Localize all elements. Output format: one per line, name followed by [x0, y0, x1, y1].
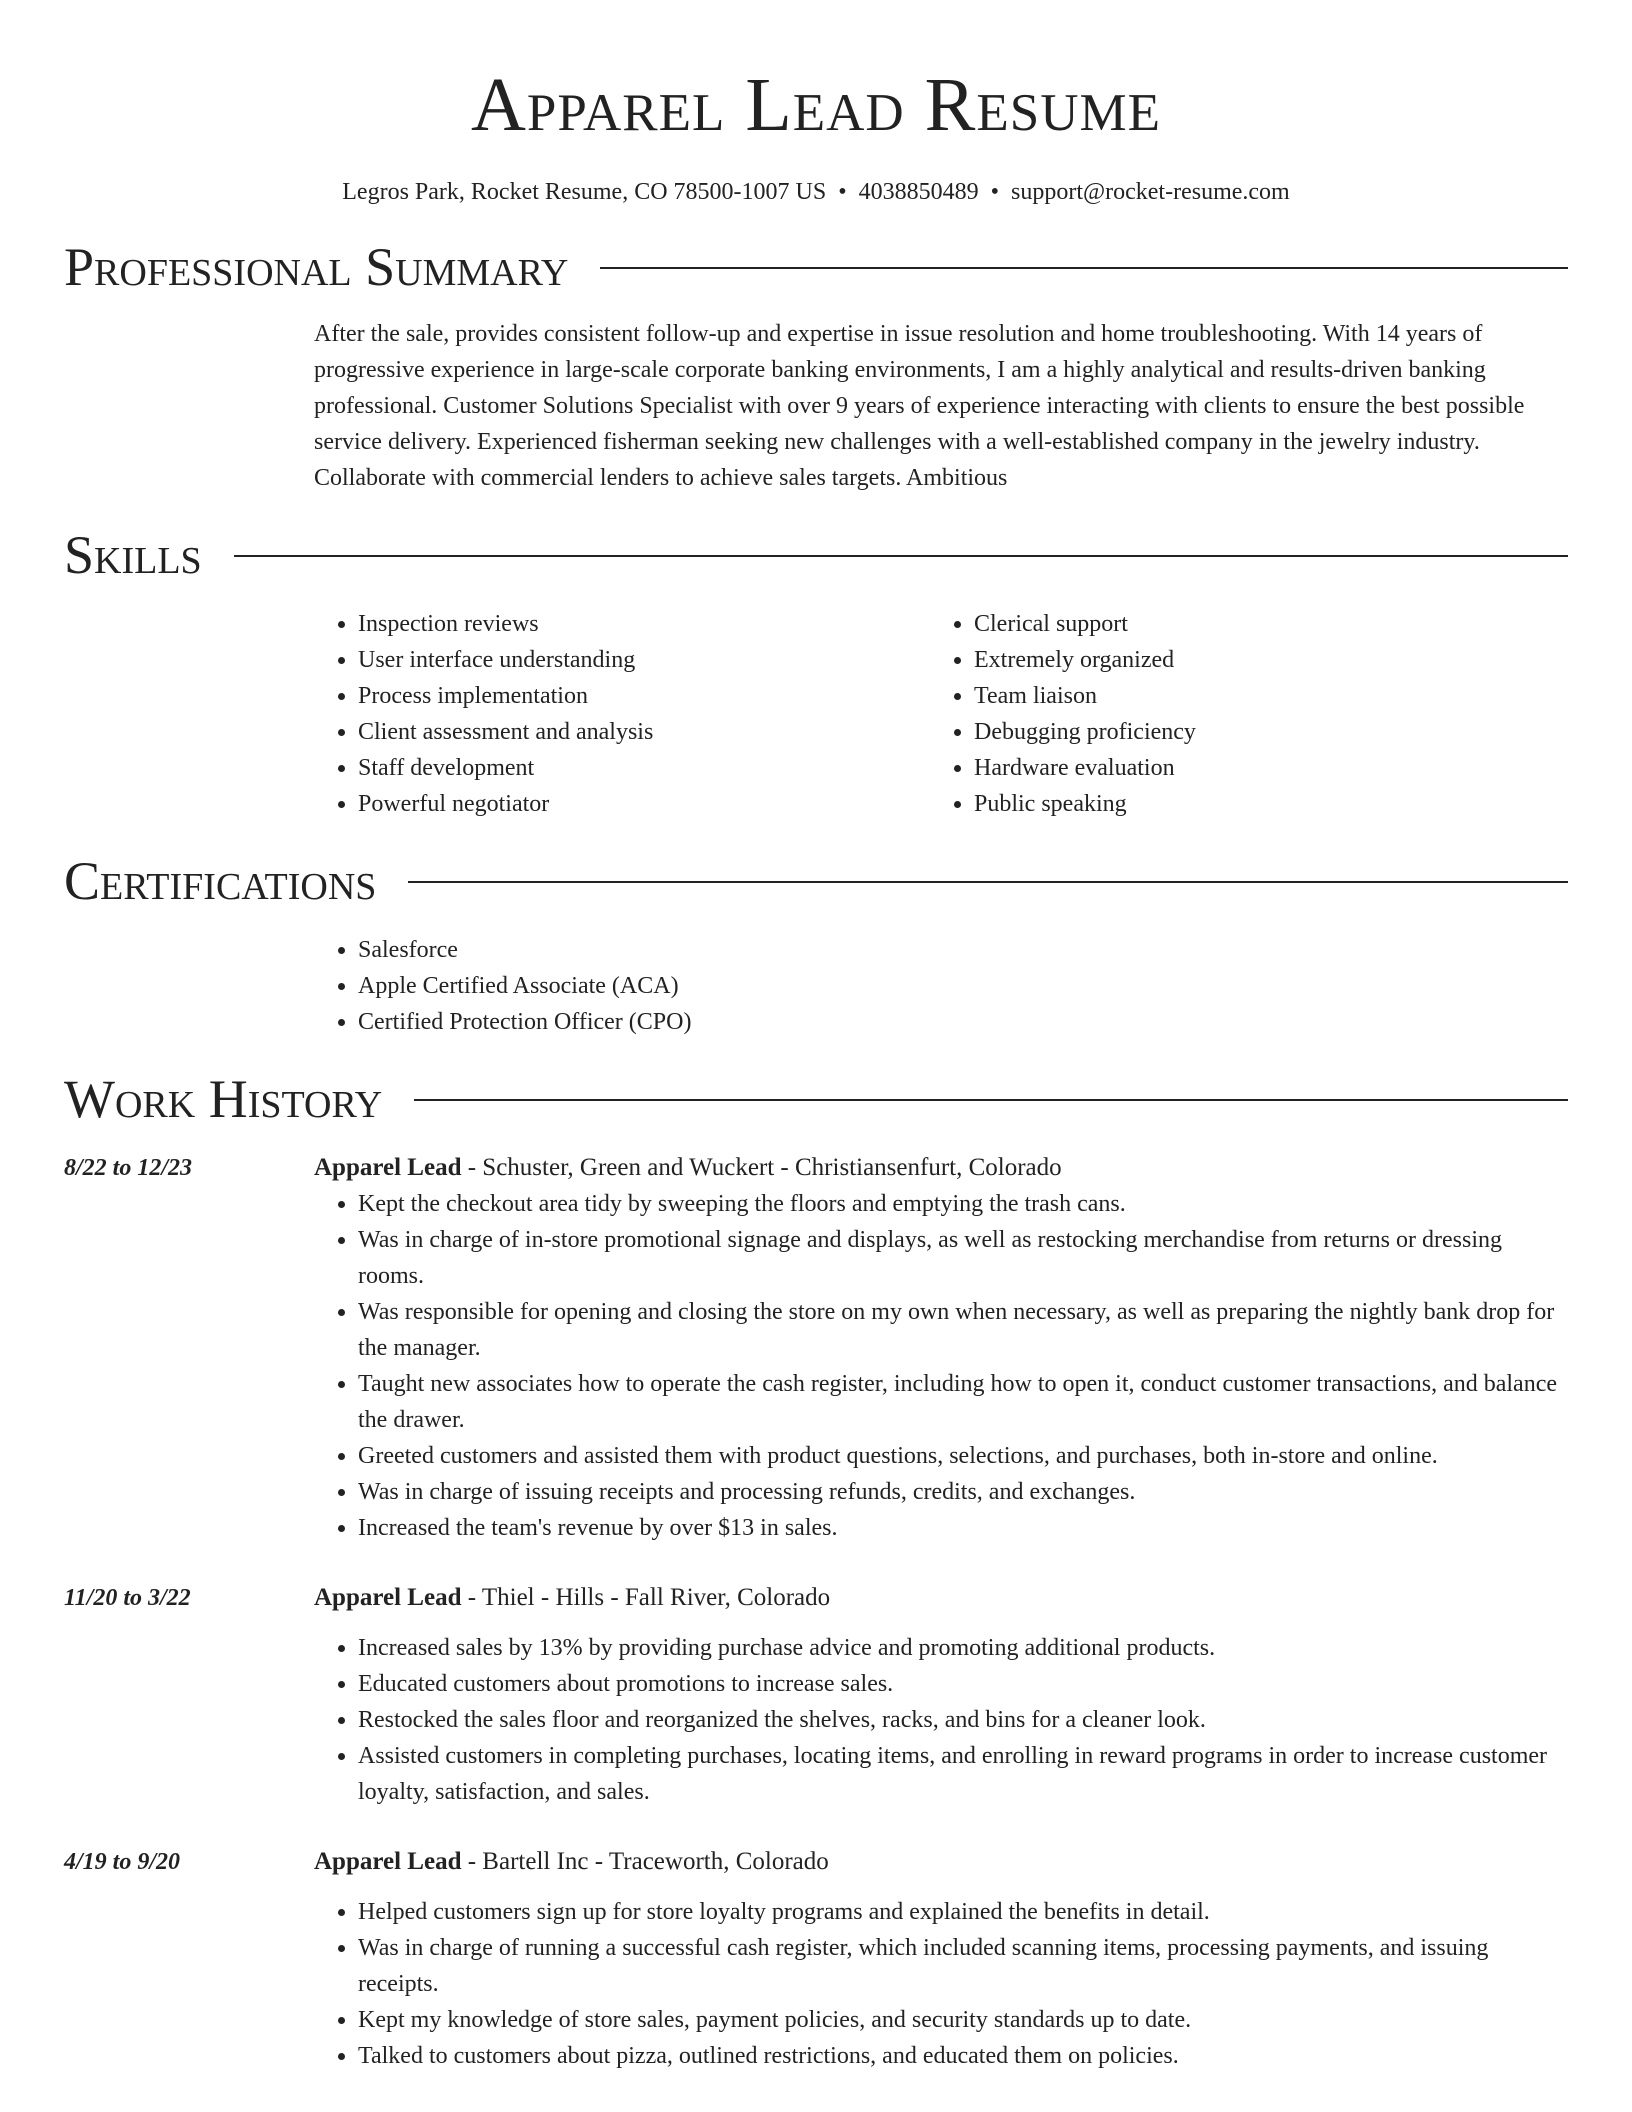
skill-item: • Process implementation: [358, 678, 930, 714]
certifications-section-title: Certifications: [64, 851, 377, 911]
skill-item: • Clerical support: [974, 606, 1546, 642]
job-duty-item: • Was in charge of issuing receipts and processing refunds, credits, and exchanges.: [358, 1474, 1568, 1510]
job-duty-item: • Was in charge of running a successful cash register, which included scanning items, processing payments, and issuing receipts.: [358, 1930, 1568, 2002]
summary-section-header: [64, 232, 1568, 302]
summary-section-title: Professional Summary: [64, 237, 569, 297]
skill-item: • Powerful negotiator: [358, 786, 930, 822]
section-divider: [600, 267, 1568, 269]
skill-item: • Team liaison: [974, 678, 1546, 714]
contact-line: [64, 176, 1568, 208]
job-duty-item: • Greeted customers and assisted them with product questions, selections, and purchases, both in-store and online.: [358, 1438, 1568, 1474]
contact-address: Legros Park, Rocket Resume, CO 78500-1007 US: [342, 179, 827, 205]
summary-section: [64, 232, 1568, 496]
job-dates: 4/19 to 9/20: [64, 1849, 181, 1875]
job-entry: [64, 1150, 1568, 1546]
certifications-list: [314, 932, 1568, 1040]
job-company-location: - Schuster, Green and Wuckert - Christiansenfurt, Colorado: [461, 1154, 1062, 1181]
job-title-line: [314, 1580, 1568, 1616]
certification-item: • Apple Certified Associate (ACA): [358, 968, 1568, 1004]
skills-section: [64, 520, 1568, 822]
job-title-line: [314, 1150, 1568, 1186]
skill-item: • Debugging proficiency: [974, 714, 1546, 750]
summary-body: [314, 316, 1568, 496]
certifications-section-header: [64, 846, 1568, 916]
job-duties-list: [314, 1630, 1568, 1810]
skill-item: • Staff development: [358, 750, 930, 786]
job-role: Apparel Lead: [314, 1848, 462, 1875]
job-main: [314, 1580, 1568, 1810]
job-duty-item: • Increased the team's revenue by over $13 in sales.: [358, 1510, 1568, 1546]
job-duties-list: [314, 1186, 1568, 1546]
job-main: [314, 1844, 1568, 2074]
skill-item: • Extremely organized: [974, 642, 1546, 678]
job-duties-list: [314, 1894, 1568, 2074]
job-duty-item: • Talked to customers about pizza, outlined restrictions, and educated them on policies.: [358, 2038, 1568, 2074]
job-duty-item: • Educated customers about promotions to increase sales.: [358, 1666, 1568, 1702]
skill-item: • Public speaking: [974, 786, 1546, 822]
section-divider: [234, 555, 1568, 557]
skill-item: • Client assessment and analysis: [358, 714, 930, 750]
job-duty-item: • Kept my knowledge of store sales, payment policies, and security standards up to date.: [358, 2002, 1568, 2038]
contact-separator: •: [838, 179, 847, 205]
job-dates: 8/22 to 12/23: [64, 1155, 193, 1181]
skills-section-header: [64, 520, 1568, 590]
job-duty-item: • Increased sales by 13% by providing purchase advice and promoting additional products.: [358, 1630, 1568, 1666]
certifications-section: [64, 846, 1568, 1040]
job-duty-item: • Restocked the sales floor and reorganized the shelves, racks, and bins for a cleaner look.: [358, 1702, 1568, 1738]
skills-grid: [314, 606, 1568, 822]
job-company-location: - Thiel - Hills - Fall River, Colorado: [461, 1584, 831, 1611]
certifications-body: [314, 932, 1568, 1040]
skill-item: • Hardware evaluation: [974, 750, 1546, 786]
summary-text: After the sale, provides consistent follow-up and expertise in issue resolution and home troubleshooting. With 14 years of progressive experience in large-scale corporate banking environments, I am a highly analytical and results-driven banking professional. Customer Solutions Specialist with over 9 years of experience interacting with clients to ensure the best possible service delivery. Experienced fisherman seeking new challenges with a well-established company in the jewelry industry. Collaborate with commercial lenders to achieve sales targets. Ambitious: [314, 321, 1525, 491]
job-role: Apparel Lead: [314, 1584, 462, 1611]
job-duty-item: • Was in charge of in-store promotional signage and displays, as well as restocking merchandise from returns or dressing rooms.: [358, 1222, 1568, 1294]
job-duty-item: • Kept the checkout area tidy by sweeping the floors and emptying the trash cans.: [358, 1186, 1568, 1222]
work-history-section-header: [64, 1064, 1568, 1134]
skills-list-left: [314, 606, 930, 822]
section-divider: [414, 1099, 1568, 1101]
work-history-section: [64, 1064, 1568, 2074]
skills-list-right: [930, 606, 1546, 822]
job-entry: [64, 1580, 1568, 1810]
certification-item: • Certified Protection Officer (CPO): [358, 1004, 1568, 1040]
job-role: Apparel Lead: [314, 1154, 462, 1181]
job-duty-item: • Was responsible for opening and closing the store on my own when necessary, as well as preparing the nightly bank drop for the manager.: [358, 1294, 1568, 1366]
resume-header: [64, 0, 1568, 208]
contact-email: support@rocket-resume.com: [1011, 179, 1290, 205]
job-main: [314, 1150, 1568, 1546]
job-title-line: [314, 1844, 1568, 1880]
job-duty-item: • Helped customers sign up for store loyalty programs and explained the benefits in detail.: [358, 1894, 1568, 1930]
job-dates: 11/20 to 3/22: [64, 1585, 191, 1611]
work-history-section-title: Work History: [64, 1069, 383, 1129]
skill-item: • Inspection reviews: [358, 606, 930, 642]
job-duty-item: • Taught new associates how to operate the cash register, including how to open it, conduct customer transactions, and balance the drawer.: [358, 1366, 1568, 1438]
resume-title: Apparel Lead Resume: [470, 63, 1161, 147]
skills-section-title: Skills: [64, 525, 202, 585]
job-duty-item: • Assisted customers in completing purchases, locating items, and enrolling in reward programs in order to increase customer loyalty, satisfaction, and sales.: [358, 1738, 1568, 1810]
contact-phone: 4038850489: [858, 179, 979, 205]
contact-separator: •: [990, 179, 1000, 205]
section-divider: [408, 881, 1568, 883]
job-company-location: - Bartell Inc - Traceworth, Colorado: [461, 1848, 829, 1875]
job-entry: [64, 1844, 1568, 2074]
skill-item: • User interface understanding: [358, 642, 930, 678]
certification-item: • Salesforce: [358, 932, 1568, 968]
